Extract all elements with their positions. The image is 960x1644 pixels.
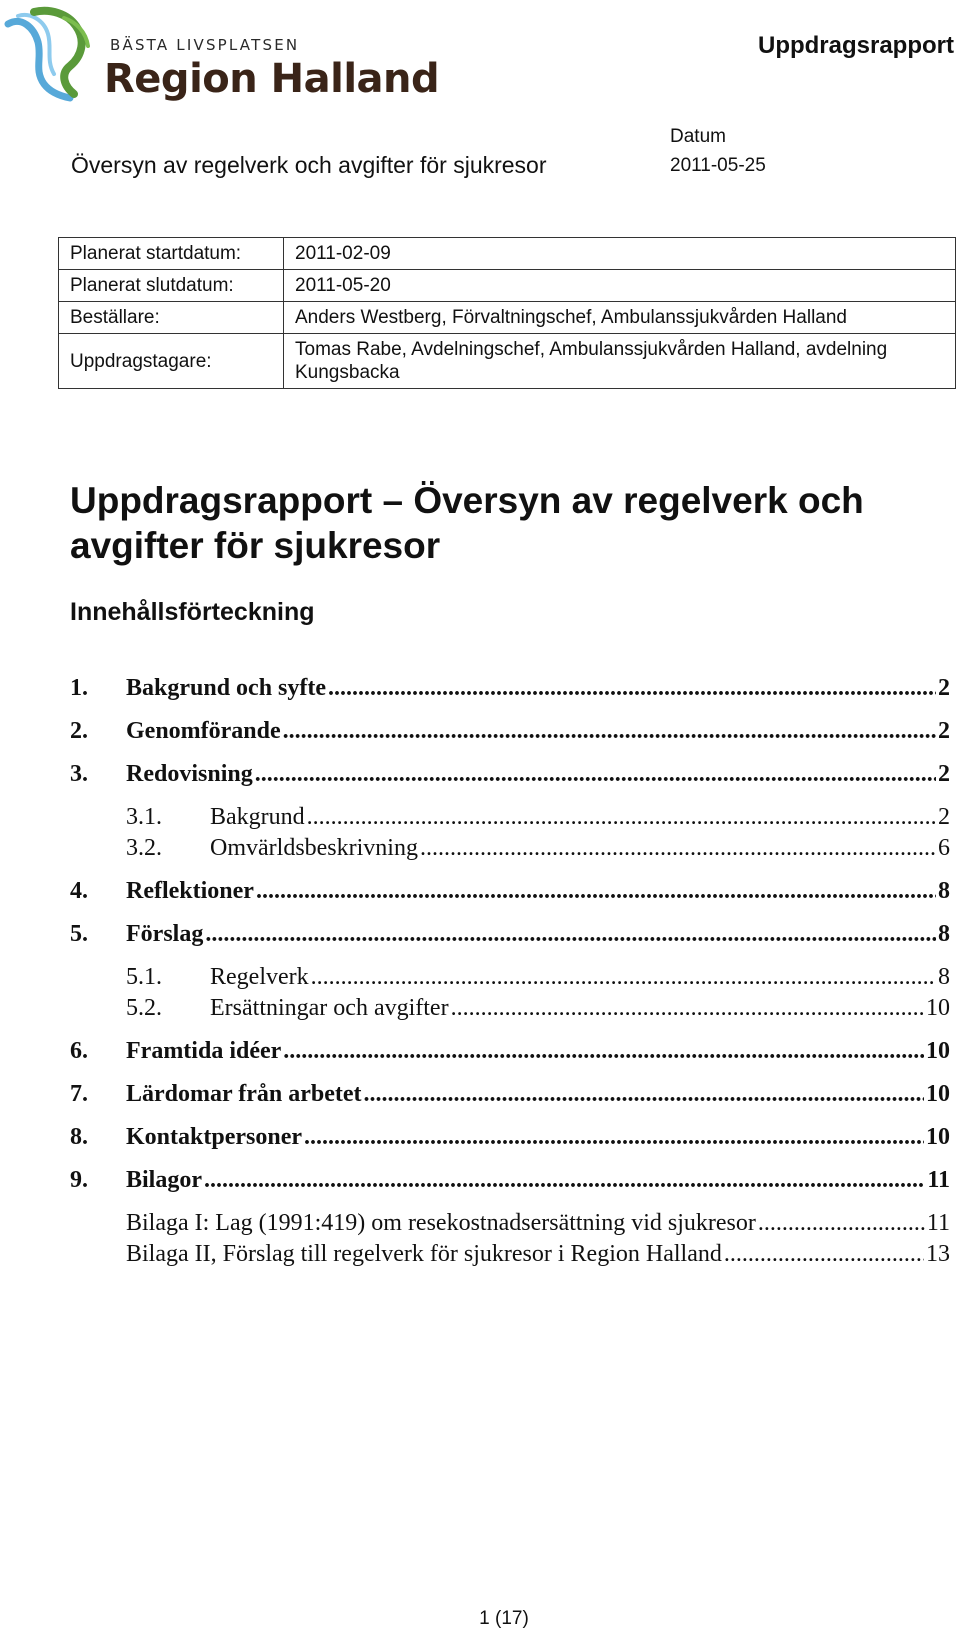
toc-item-title: Kontaktpersoner — [126, 1124, 302, 1150]
toc-appendix-item[interactable] — [126, 1210, 950, 1237]
toc-item-page: 10 — [926, 1124, 950, 1150]
contractor-label: Uppdragstagare: — [59, 334, 284, 389]
toc-leader — [724, 1241, 924, 1268]
toc-item-title: Bilaga I: Lag (1991:419) om resekostnadsersättning vid sjukresor — [126, 1210, 756, 1236]
toc-subitem[interactable] — [126, 995, 950, 1022]
table-row — [59, 238, 956, 270]
toc-item-title: Bakgrund och syfte — [126, 675, 327, 701]
page-number: 1 (17) — [479, 1608, 529, 1629]
toc-item-page: 11 — [927, 1167, 950, 1193]
toc-item-title: Omvärldsbeskrivning — [210, 835, 418, 861]
region-halland-logo-mark-icon — [4, 6, 104, 102]
toc-leader — [328, 675, 936, 702]
document-type: Uppdragsrapport — [757, 32, 954, 59]
logo-name: Region Halland — [104, 56, 440, 102]
contractor-value: Tomas Rabe, Avdelningschef, Ambulanssjukvården Halland, avdelning Kungsbacka — [284, 334, 956, 389]
toc-item-number: 2. — [70, 718, 88, 744]
client-label: Beställare: — [59, 302, 284, 334]
toc-item-page: 2 — [938, 761, 950, 787]
toc-subitem[interactable] — [126, 964, 950, 991]
toc-leader — [283, 1038, 924, 1065]
toc-leader — [420, 835, 936, 862]
toc-item[interactable] — [70, 921, 950, 948]
toc-item-number: 4. — [70, 878, 88, 904]
toc-item-title: Ersättningar och avgifter — [210, 995, 449, 1021]
toc-leader — [204, 1167, 925, 1194]
start-date-value: 2011-02-09 — [284, 238, 956, 270]
toc-item-title: Bilaga II, Förslag till regelverk för sjukresor i Region Halland — [126, 1241, 722, 1267]
toc-item-page: 2 — [938, 718, 950, 744]
toc-item-number: 7. — [70, 1081, 88, 1107]
toc-item-page: 8 — [938, 878, 950, 904]
toc-leader — [451, 995, 924, 1022]
toc-leader — [307, 804, 936, 831]
toc-subitem[interactable] — [126, 835, 950, 862]
toc-leader — [758, 1210, 925, 1237]
toc-leader — [255, 761, 936, 788]
toc-item-page: 2 — [938, 804, 950, 830]
toc-item-number: 3.2. — [126, 835, 162, 861]
end-date-value: 2011-05-20 — [284, 270, 956, 302]
metadata-table — [58, 237, 956, 389]
toc-item[interactable] — [70, 878, 950, 905]
toc-leader — [205, 921, 936, 948]
table-row — [59, 302, 956, 334]
toc-heading: Innehållsförteckning — [70, 598, 315, 626]
toc-item[interactable] — [70, 1124, 950, 1151]
toc-item-title: Lärdomar från arbetet — [126, 1081, 362, 1107]
toc-item-title: Reflektioner — [126, 878, 254, 904]
toc-item-page: 13 — [926, 1241, 950, 1267]
toc-item[interactable] — [70, 675, 950, 702]
toc-leader — [256, 878, 936, 905]
toc-item[interactable] — [70, 1167, 950, 1194]
date-label: Datum — [670, 126, 726, 147]
toc-item-page: 8 — [938, 964, 950, 990]
toc-item-number: 5.2. — [126, 995, 162, 1021]
date-value: 2011-05-25 — [670, 155, 766, 176]
toc-item-title: Förslag — [126, 921, 204, 947]
toc-item-title: Bilagor — [126, 1167, 202, 1193]
toc-item-page: 2 — [938, 675, 950, 701]
toc-item-number: 1. — [70, 675, 88, 701]
toc-item-page: 10 — [926, 1081, 950, 1107]
toc-item[interactable] — [70, 1081, 950, 1108]
toc-item[interactable] — [70, 761, 950, 788]
toc-leader — [283, 718, 936, 745]
toc-item-page: 11 — [926, 1210, 950, 1236]
toc-item[interactable] — [70, 718, 950, 745]
client-value: Anders Westberg, Förvaltningschef, Ambulanssjukvården Halland — [284, 302, 956, 334]
table-row — [59, 334, 956, 389]
toc-item-page: 8 — [938, 921, 950, 947]
toc-item-title: Regelverk — [210, 964, 309, 990]
document-subject: Översyn av regelverk och avgifter för sjukresor — [71, 152, 547, 178]
toc-item[interactable] — [70, 1038, 950, 1065]
toc-item-page: 6 — [938, 835, 950, 861]
toc-item-number: 5. — [70, 921, 88, 947]
toc-item-page: 10 — [926, 995, 950, 1021]
toc-appendix-item[interactable] — [126, 1241, 950, 1268]
toc-item-page: 10 — [926, 1038, 950, 1064]
toc-item-title: Redovisning — [126, 761, 253, 787]
table-row — [59, 270, 956, 302]
toc-item-number: 3.1. — [126, 804, 162, 830]
toc-item-number: 8. — [70, 1124, 88, 1150]
toc-item-title: Framtida idéer — [126, 1038, 282, 1064]
toc-item-number: 5.1. — [126, 964, 162, 990]
end-date-label: Planerat slutdatum: — [59, 270, 284, 302]
report-title: Uppdragsrapport – Översyn av regelverk och avgifter för sjukresor — [70, 480, 864, 566]
toc-leader — [304, 1124, 924, 1151]
toc-item-title: Bakgrund — [210, 804, 305, 830]
toc-leader — [311, 964, 936, 991]
toc-item-number: 6. — [70, 1038, 88, 1064]
toc-item-number: 3. — [70, 761, 88, 787]
toc-item-title: Genomförande — [126, 718, 281, 744]
toc-subitem[interactable] — [126, 804, 950, 831]
region-halland-logo — [4, 6, 440, 102]
toc-item-number: 9. — [70, 1167, 88, 1193]
start-date-label: Planerat startdatum: — [59, 238, 284, 270]
toc-leader — [364, 1081, 925, 1108]
logo-tagline: BÄSTA LIVSPLATSEN — [110, 36, 300, 54]
